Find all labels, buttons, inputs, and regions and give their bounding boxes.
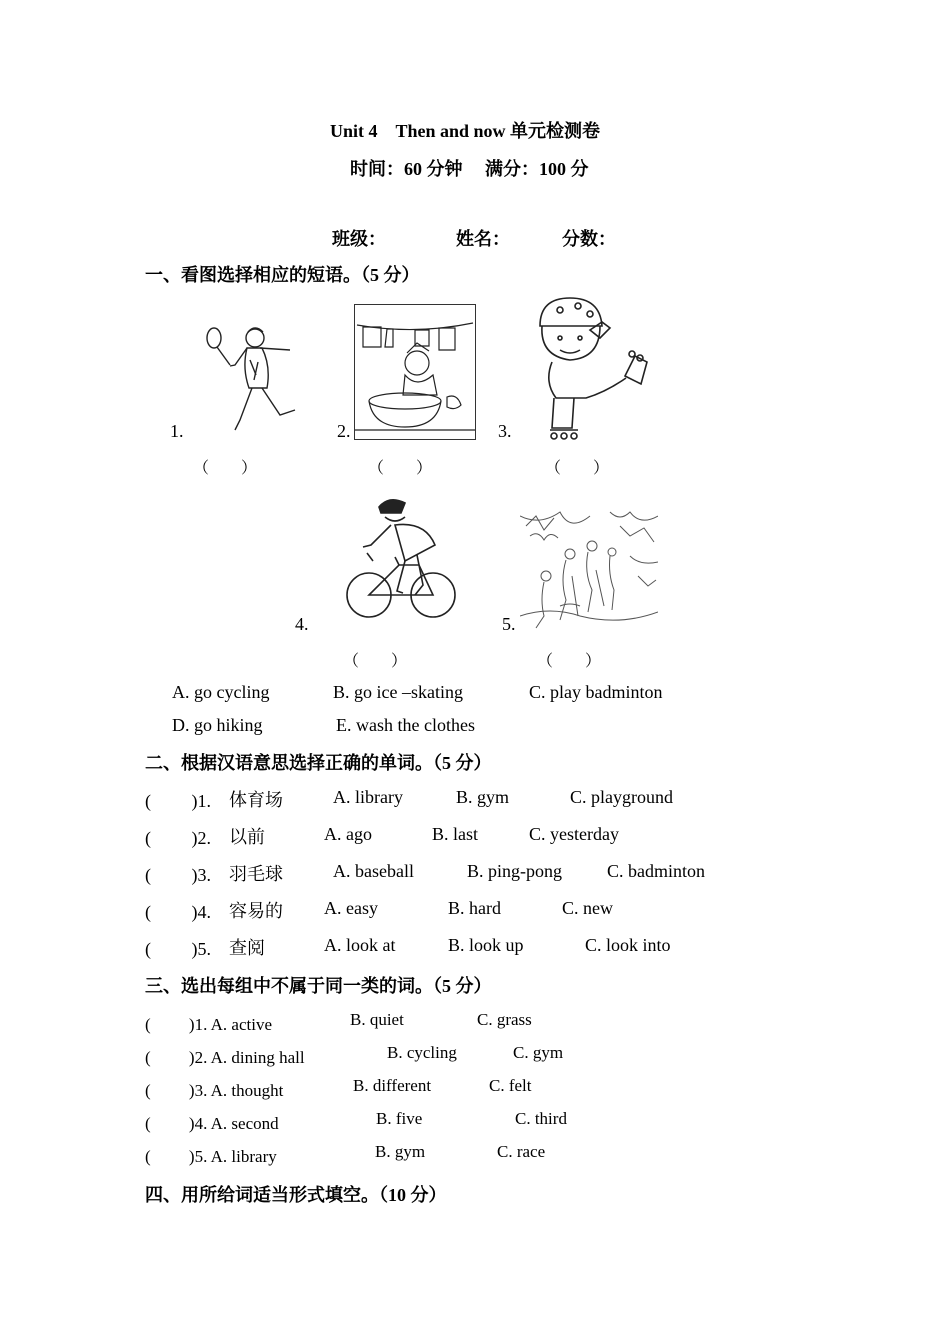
class-label: 班级： xyxy=(332,229,386,249)
part3-heading: 三、选出每组中不属于同一类的词。（5 分） xyxy=(145,976,492,996)
option-b: B. go ice –skating xyxy=(333,682,463,702)
p2-q2-c: C. yesterday xyxy=(529,824,619,844)
p3-q5-b: B. gym xyxy=(375,1142,426,1161)
p3-q3-c: C. felt xyxy=(489,1076,532,1095)
p2-q1-chinese: 体育场 xyxy=(229,790,283,810)
p3-q2-c: C. gym xyxy=(513,1043,564,1062)
name-label: 姓名： xyxy=(456,229,510,249)
p3-q4-b: B. five xyxy=(376,1109,423,1128)
item1-answer-bracket[interactable]: （ ） xyxy=(193,460,258,477)
cyclist-icon xyxy=(345,495,457,627)
p2-q4-b: B. hard xyxy=(448,898,501,918)
item2-answer-bracket[interactable]: （ ） xyxy=(368,460,433,477)
p2-q5-a: A. look at xyxy=(324,935,396,955)
skating-kid-icon xyxy=(530,296,660,440)
item4-answer-bracket[interactable]: （ ） xyxy=(343,653,408,670)
washing-clothes-icon xyxy=(354,304,476,440)
p2-q5-c: C. look into xyxy=(585,935,671,955)
p3-q5-c: C. race xyxy=(497,1142,546,1161)
p2-q2-bracket[interactable]: ( )2. xyxy=(145,828,211,848)
item1-number: 1. xyxy=(170,421,184,441)
p3-q1-c: C. grass xyxy=(477,1010,532,1029)
p2-q3-c: C. badminton xyxy=(607,861,705,881)
p2-q4-c: C. new xyxy=(562,898,613,918)
option-c: C. play badminton xyxy=(529,682,663,702)
p3-q4-c: C. third xyxy=(515,1109,567,1128)
p2-q4-a: A. easy xyxy=(324,898,378,918)
p3-q4-bracket[interactable]: ( )4. A. second xyxy=(145,1114,279,1133)
option-e: E. wash the clothes xyxy=(336,715,475,735)
p2-q1-c: C. playground xyxy=(570,787,673,807)
page-title: Unit 4 Then and now 单元检测卷 xyxy=(330,121,601,141)
p3-q1-b: B. quiet xyxy=(350,1010,404,1029)
item4-number: 4. xyxy=(295,614,309,634)
item5-number: 5. xyxy=(502,614,516,634)
p3-q2-b: B. cycling xyxy=(387,1043,457,1062)
p2-q5-bracket[interactable]: ( )5. xyxy=(145,939,211,959)
p2-q3-chinese: 羽毛球 xyxy=(229,864,283,884)
p3-q5-bracket[interactable]: ( )5. A. library xyxy=(145,1147,277,1166)
p2-q1-a: A. library xyxy=(333,787,403,807)
p2-q1-bracket[interactable]: ( )1. xyxy=(145,791,211,811)
hikers-icon xyxy=(520,506,658,632)
page-subtitle: 时间：60 分钟 满分：100 分 xyxy=(350,159,589,179)
part2-heading: 二、根据汉语意思选择正确的单词。（5 分） xyxy=(145,753,492,773)
option-d: D. go hiking xyxy=(172,715,263,735)
item5-answer-bracket[interactable]: （ ） xyxy=(537,653,602,670)
part1-heading: 一、看图选择相应的短语。（5 分） xyxy=(145,265,420,285)
p2-q5-chinese: 查阅 xyxy=(229,938,265,958)
p3-q3-bracket[interactable]: ( )3. A. thought xyxy=(145,1081,284,1100)
score-label: 分数： xyxy=(562,229,616,249)
p2-q4-chinese: 容易的 xyxy=(229,901,283,921)
p2-q3-b: B. ping-pong xyxy=(467,861,563,881)
item3-answer-bracket[interactable]: （ ） xyxy=(545,460,610,477)
p2-q1-b: B. gym xyxy=(456,787,510,807)
p3-q2-bracket[interactable]: ( )2. A. dining hall xyxy=(145,1048,305,1067)
p2-q2-chinese: 以前 xyxy=(229,827,265,847)
part4-heading: 四、用所给词适当形式填空。（10 分） xyxy=(145,1185,447,1205)
item2-number: 2. xyxy=(337,421,351,441)
p2-q4-bracket[interactable]: ( )4. xyxy=(145,902,211,922)
p2-q3-bracket[interactable]: ( )3. xyxy=(145,865,211,885)
option-a: A. go cycling xyxy=(172,682,270,702)
p3-q1-bracket[interactable]: ( )1. A. active xyxy=(145,1015,272,1034)
p2-q5-b: B. look up xyxy=(448,935,524,955)
badminton-player-icon xyxy=(200,320,310,438)
p3-q3-b: B. different xyxy=(353,1076,432,1095)
p2-q2-a: A. ago xyxy=(324,824,372,844)
item3-number: 3. xyxy=(498,421,512,441)
p2-q3-a: A. baseball xyxy=(333,861,414,881)
p2-q2-b: B. last xyxy=(432,824,479,844)
